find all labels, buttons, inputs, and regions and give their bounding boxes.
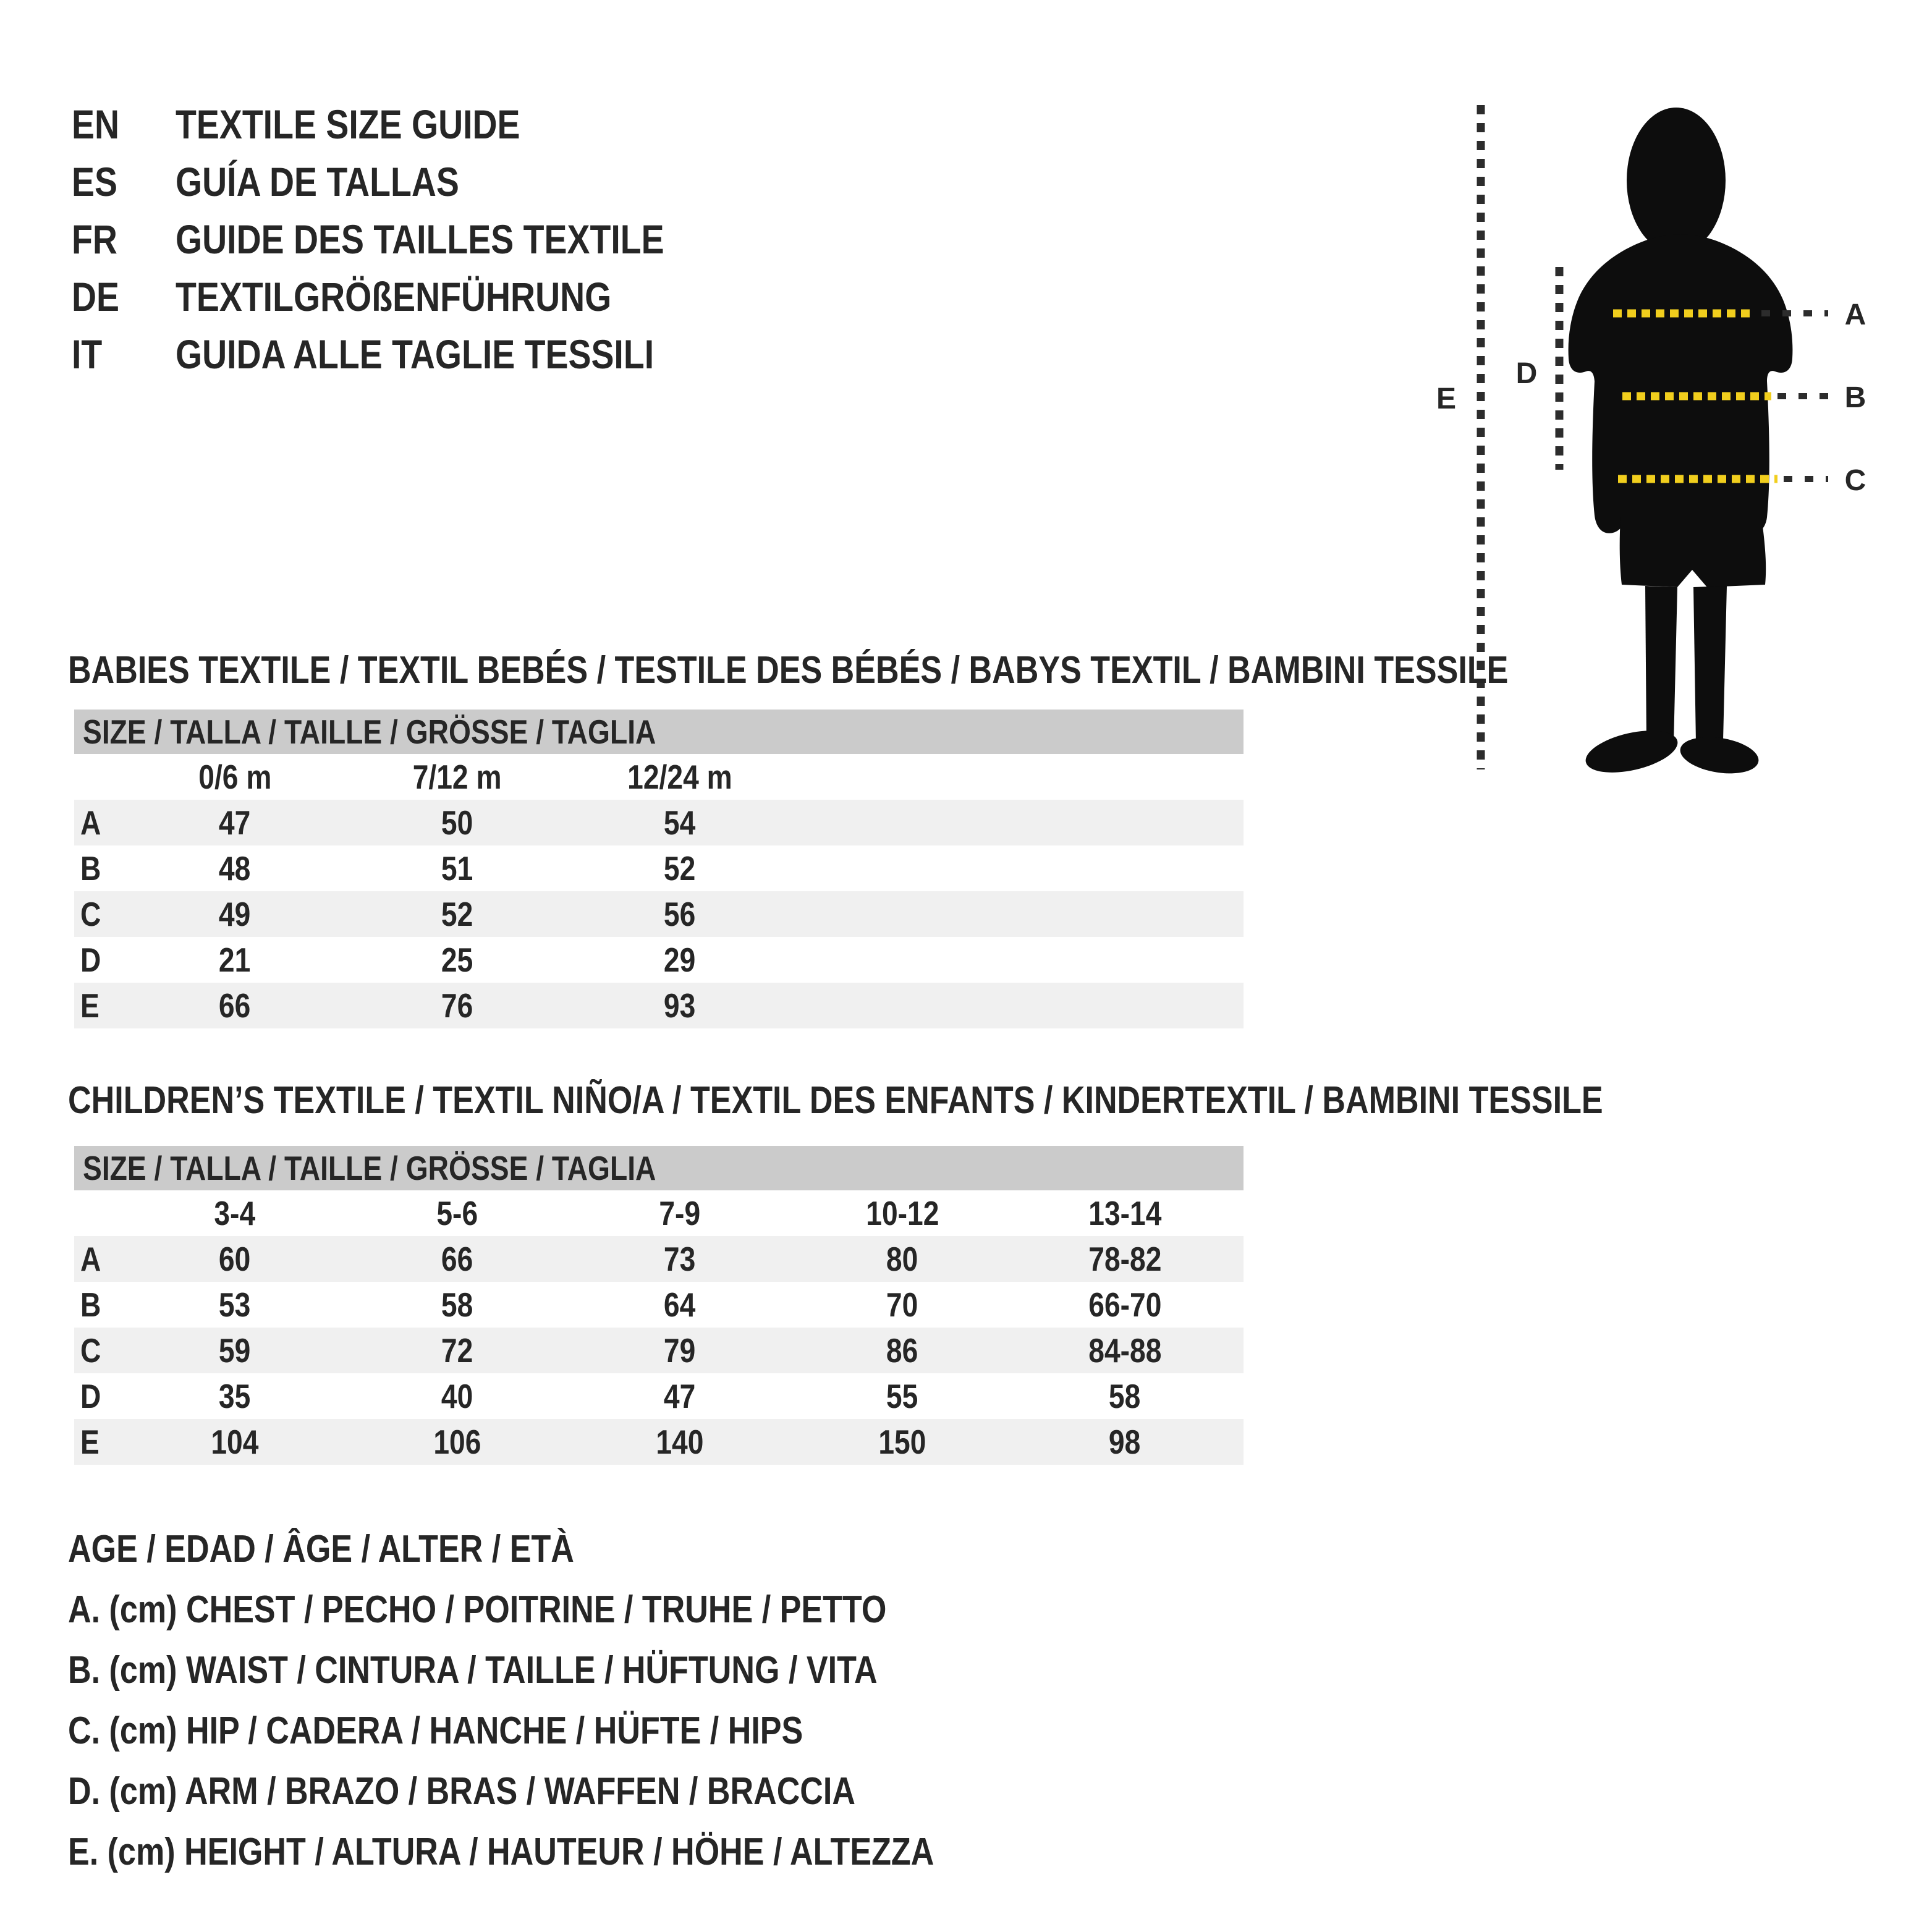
language-row-es (0, 153, 1360, 211)
table-cell: 48 (219, 849, 251, 888)
table-cell: 80 (886, 1240, 918, 1278)
language-row-fr (0, 211, 1360, 268)
measurement-legend (68, 1519, 1099, 1883)
table-cell: 60 (219, 1240, 251, 1278)
babies-column-header: 12/24 m (627, 758, 732, 796)
table-cell: 52 (664, 849, 696, 888)
babies-corner-cell (74, 754, 124, 800)
row-label: E (80, 1423, 100, 1461)
table-cell: 49 (219, 895, 251, 933)
children-column-header-row (74, 1190, 1244, 1236)
language-code-de: DE (72, 274, 120, 320)
children-column-header: 5-6 (436, 1194, 478, 1232)
marker-label-B: B (1844, 381, 1866, 414)
babies-column-header: 0/6 m (198, 758, 272, 796)
table-cell: 72 (441, 1331, 473, 1370)
row-label: A (80, 1240, 101, 1278)
children-table-row-C (74, 1328, 1244, 1373)
marker-label-C: C (1844, 464, 1866, 497)
babies-size-header-bar (74, 710, 1244, 754)
children-size-header-text: SIZE / TALLA / TAILLE / GRÖSSE / TAGLIA (83, 1149, 656, 1187)
babies-table-row-C (74, 891, 1244, 937)
legend-line-age: AGE / EDAD / ÂGE / ALTER / ETÀ (68, 1528, 574, 1570)
language-title-fr: GUIDE DES TAILLES TEXTILE (176, 216, 664, 262)
language-title-de: TEXTILGRÖßENFÜHRUNG (176, 274, 612, 320)
row-label: C (80, 895, 101, 933)
table-cell: 58 (1109, 1377, 1141, 1415)
table-cell: 98 (1109, 1423, 1141, 1461)
table-cell: 66 (441, 1240, 473, 1278)
legend-line-arm: D. (cm) ARM / BRAZO / BRAS / WAFFEN / BRACCIA (68, 1770, 856, 1813)
table-cell: 53 (219, 1286, 251, 1324)
children-size-header-bar (74, 1146, 1244, 1190)
babies-heading-text: BABIES TEXTILE / TEXTIL BEBÉS / TESTILE DES BÉBÉS / BABYS TEXTIL / BAMBINI TESSILE (68, 649, 1509, 692)
table-cell: 29 (664, 941, 696, 979)
language-list (0, 96, 1360, 383)
row-label: E (80, 986, 100, 1025)
babies-column-header-row (74, 754, 1244, 800)
marker-label-A: A (1844, 299, 1866, 331)
babies-table-row-D (74, 937, 1244, 983)
table-cell: 47 (219, 803, 251, 842)
language-row-it (0, 326, 1360, 383)
language-row-de (0, 268, 1360, 326)
table-cell: 86 (886, 1331, 918, 1370)
table-cell: 25 (441, 941, 473, 979)
table-cell: 40 (441, 1377, 473, 1415)
table-cell: 70 (886, 1286, 918, 1324)
children-table-row-A (74, 1236, 1244, 1282)
children-column-header: 10-12 (865, 1194, 939, 1232)
marker-label-E: E (1436, 383, 1457, 415)
children-heading-text: CHILDREN’S TEXTILE / TEXTIL NIÑO/A / TEXTIL DES ENFANTS / KINDERTEXTIL / BAMBINI TESSILE (68, 1079, 1603, 1122)
row-label: D (80, 941, 101, 979)
babies-table-row-B (74, 845, 1244, 891)
children-column-header: 13-14 (1088, 1194, 1162, 1232)
language-code-es: ES (72, 159, 117, 205)
table-cell: 58 (441, 1286, 473, 1324)
row-label: B (80, 849, 101, 888)
legend-line-waist: B. (cm) WAIST / CINTURA / TAILLE / HÜFTUNG / VITA (68, 1649, 878, 1692)
language-code-fr: FR (72, 216, 117, 262)
table-cell: 104 (211, 1423, 259, 1461)
babies-table-row-E (74, 983, 1244, 1028)
table-cell: 21 (219, 941, 251, 979)
table-cell: 106 (433, 1423, 481, 1461)
children-table-row-B (74, 1282, 1244, 1328)
table-cell: 76 (441, 986, 473, 1025)
language-code-it: IT (72, 331, 103, 377)
table-cell: 51 (441, 849, 473, 888)
language-title-es: GUÍA DE TALLAS (176, 159, 459, 205)
children-column-header: 3-4 (214, 1194, 256, 1232)
table-cell: 64 (664, 1286, 696, 1324)
table-cell: 78-82 (1088, 1240, 1162, 1278)
language-title-it: GUIDA ALLE TAGLIE TESSILI (176, 331, 655, 377)
table-cell: 73 (664, 1240, 696, 1278)
children-column-header: 7-9 (659, 1194, 701, 1232)
children-table-row-E (74, 1419, 1244, 1465)
silhouette-shorts (1620, 517, 1766, 587)
table-cell: 55 (886, 1377, 918, 1415)
table-cell: 84-88 (1088, 1331, 1162, 1370)
table-cell: 150 (878, 1423, 926, 1461)
children-table-row-D (74, 1373, 1244, 1419)
table-cell: 50 (441, 803, 473, 842)
silhouette-torso (1569, 235, 1793, 534)
row-label: C (80, 1331, 101, 1370)
babies-table-row-A (74, 800, 1244, 845)
children-section-heading (68, 1079, 1896, 1122)
children-size-table (74, 1146, 1244, 1465)
marker-label-D: D (1515, 357, 1538, 390)
legend-line-chest: A. (cm) CHEST / PECHO / POITRINE / TRUHE / PETTO (68, 1588, 887, 1631)
babies-column-header: 7/12 m (413, 758, 502, 796)
legend-line-hip: C. (cm) HIP / CADERA / HANCHE / HÜFTE / HIPS (68, 1710, 803, 1752)
table-cell: 79 (664, 1331, 696, 1370)
language-row-en (0, 96, 1360, 153)
table-cell: 54 (664, 803, 696, 842)
row-label: B (80, 1286, 101, 1324)
table-cell: 35 (219, 1377, 251, 1415)
language-code-en: EN (72, 101, 120, 147)
children-corner-cell (74, 1190, 124, 1236)
table-cell: 56 (664, 895, 696, 933)
table-cell: 59 (219, 1331, 251, 1370)
silhouette-right-shoe (1677, 732, 1761, 778)
table-cell: 52 (441, 895, 473, 933)
legend-line-height: E. (cm) HEIGHT / ALTURA / HAUTEUR / HÖHE / ALTEZZA (68, 1831, 934, 1873)
table-cell: 66-70 (1088, 1286, 1162, 1324)
table-cell: 93 (664, 986, 696, 1025)
babies-section-heading (68, 649, 1782, 692)
table-cell: 66 (219, 986, 251, 1025)
row-label: A (80, 803, 101, 842)
table-cell: 140 (656, 1423, 704, 1461)
babies-size-table (74, 710, 1244, 1028)
row-label: D (80, 1377, 101, 1415)
language-title-en: TEXTILE SIZE GUIDE (176, 101, 520, 147)
table-cell: 47 (664, 1377, 696, 1415)
babies-size-header-text: SIZE / TALLA / TAILLE / GRÖSSE / TAGLIA (83, 713, 656, 751)
silhouette-head (1627, 108, 1726, 253)
